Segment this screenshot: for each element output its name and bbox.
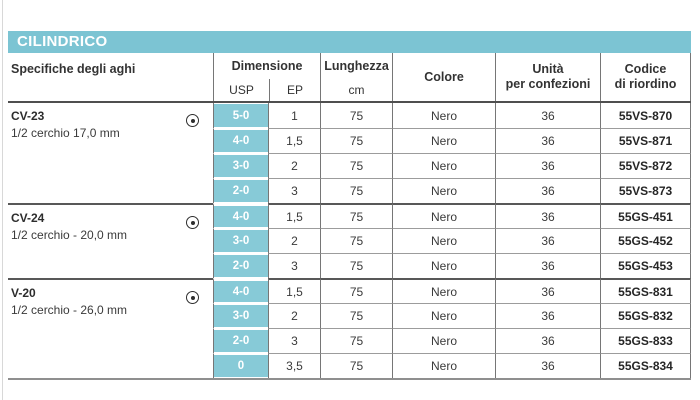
unita-cell: 36 bbox=[495, 203, 600, 228]
needle-spec-cell bbox=[8, 203, 213, 278]
needle-model: CV-24 bbox=[11, 211, 45, 225]
header-unita-line2: per confezioni bbox=[505, 77, 591, 91]
lunghezza-cell: 75 bbox=[320, 228, 392, 253]
unita-cell: 36 bbox=[495, 228, 600, 253]
table-row bbox=[213, 203, 691, 228]
header-codice-line1: Codice bbox=[624, 62, 667, 76]
colore-cell: Nero bbox=[392, 228, 495, 253]
codice-cell: 55VS-873 bbox=[600, 178, 691, 203]
codice-cell: 55GS-834 bbox=[600, 353, 691, 378]
unita-cell: 36 bbox=[495, 178, 600, 203]
usp-size-badge: 2-0 bbox=[214, 330, 268, 352]
colore-cell: Nero bbox=[392, 128, 495, 153]
unita-cell: 36 bbox=[495, 153, 600, 178]
lunghezza-cell: 75 bbox=[320, 278, 392, 303]
lunghezza-cell: 75 bbox=[320, 353, 392, 378]
unita-cell: 36 bbox=[495, 303, 600, 328]
header-lunghezza: Lunghezza bbox=[324, 59, 389, 73]
usp-cell bbox=[213, 128, 268, 153]
group-rows bbox=[213, 203, 691, 278]
ep-cell: 2 bbox=[268, 228, 320, 253]
table-row bbox=[213, 278, 691, 303]
usp-cell bbox=[213, 178, 268, 203]
page-edge-line bbox=[2, 0, 3, 400]
unita-cell: 36 bbox=[495, 278, 600, 303]
codice-cell: 55GS-831 bbox=[600, 278, 691, 303]
colore-cell: Nero bbox=[392, 353, 495, 378]
colore-cell: Nero bbox=[392, 278, 495, 303]
table-row bbox=[213, 303, 691, 328]
header-unita-line1: Unità bbox=[532, 62, 564, 76]
colore-cell: Nero bbox=[392, 178, 495, 203]
usp-cell bbox=[213, 153, 268, 178]
lunghezza-cell: 75 bbox=[320, 303, 392, 328]
header-unita bbox=[495, 53, 600, 101]
header-usp: USP bbox=[229, 83, 254, 97]
unita-cell: 36 bbox=[495, 253, 600, 278]
ep-cell: 1,5 bbox=[268, 128, 320, 153]
needle-model: V-20 bbox=[11, 286, 36, 300]
needle-table-sheet bbox=[8, 31, 691, 380]
group-rows bbox=[213, 103, 691, 203]
needle-group bbox=[8, 103, 691, 203]
header-codice bbox=[600, 53, 691, 101]
header-dimensione: Dimensione bbox=[231, 59, 303, 73]
needle-group bbox=[8, 278, 691, 378]
usp-cell bbox=[213, 253, 268, 278]
ep-cell: 3 bbox=[268, 178, 320, 203]
table-row bbox=[213, 328, 691, 353]
codice-cell: 55GS-832 bbox=[600, 303, 691, 328]
ep-cell: 1,5 bbox=[268, 203, 320, 228]
usp-size-badge: 2-0 bbox=[214, 255, 268, 277]
needle-description: 1/2 cerchio - 26,0 mm bbox=[11, 303, 128, 317]
lunghezza-cell: 75 bbox=[320, 253, 392, 278]
table-body bbox=[8, 103, 691, 380]
needle-model: CV-23 bbox=[11, 109, 45, 123]
ep-cell: 1 bbox=[268, 103, 320, 128]
codice-cell: 55GS-452 bbox=[600, 228, 691, 253]
group-rows bbox=[213, 278, 691, 378]
table-row bbox=[213, 153, 691, 178]
usp-size-badge: 2-0 bbox=[214, 180, 268, 202]
header-colore: Colore bbox=[392, 53, 495, 101]
ep-cell: 3 bbox=[268, 328, 320, 353]
header-dimensione-sub bbox=[214, 79, 320, 101]
colore-cell: Nero bbox=[392, 153, 495, 178]
needle-description: 1/2 cerchio 17,0 mm bbox=[11, 126, 120, 140]
table-header bbox=[8, 53, 691, 103]
needle-spec-cell bbox=[8, 103, 213, 203]
lunghezza-cell: 75 bbox=[320, 178, 392, 203]
needle-cross-section-icon bbox=[186, 114, 199, 127]
usp-size-badge: 3-0 bbox=[214, 230, 268, 252]
header-specifiche: Specifiche degli aghi bbox=[11, 62, 136, 76]
ep-cell: 1,5 bbox=[268, 278, 320, 303]
needle-description: 1/2 cerchio - 20,0 mm bbox=[11, 228, 128, 242]
usp-size-badge: 4-0 bbox=[214, 130, 268, 152]
usp-cell bbox=[213, 228, 268, 253]
needle-group bbox=[8, 203, 691, 278]
usp-cell bbox=[213, 353, 268, 378]
usp-size-badge: 0 bbox=[214, 355, 268, 377]
table-row bbox=[213, 228, 691, 253]
usp-size-badge: 4-0 bbox=[214, 206, 268, 227]
ep-cell: 2 bbox=[268, 153, 320, 178]
usp-cell bbox=[213, 103, 268, 128]
codice-cell: 55VS-871 bbox=[600, 128, 691, 153]
colore-cell: Nero bbox=[392, 203, 495, 228]
unita-cell: 36 bbox=[495, 353, 600, 378]
usp-size-badge: 4-0 bbox=[214, 281, 268, 302]
header-lunghezza-unit: cm bbox=[348, 83, 365, 97]
unita-cell: 36 bbox=[495, 103, 600, 128]
usp-cell bbox=[213, 303, 268, 328]
usp-cell bbox=[213, 328, 268, 353]
unita-cell: 36 bbox=[495, 128, 600, 153]
header-ep: EP bbox=[269, 79, 320, 101]
codice-cell: 55VS-870 bbox=[600, 103, 691, 128]
lunghezza-cell: 75 bbox=[320, 128, 392, 153]
ep-cell: 3 bbox=[268, 253, 320, 278]
codice-cell: 55GS-453 bbox=[600, 253, 691, 278]
ep-cell: 2 bbox=[268, 303, 320, 328]
colore-cell: Nero bbox=[392, 328, 495, 353]
ep-cell: 3,5 bbox=[268, 353, 320, 378]
needle-spec-cell bbox=[8, 278, 213, 378]
colore-cell: Nero bbox=[392, 253, 495, 278]
header-dimensione-group bbox=[213, 53, 320, 101]
header-codice-line2: di riordino bbox=[614, 77, 677, 91]
table-row bbox=[213, 353, 691, 378]
lunghezza-cell: 75 bbox=[320, 153, 392, 178]
table-row bbox=[213, 103, 691, 128]
colore-cell: Nero bbox=[392, 303, 495, 328]
needle-cross-section-icon bbox=[186, 291, 199, 304]
lunghezza-cell: 75 bbox=[320, 328, 392, 353]
usp-size-badge: 3-0 bbox=[214, 155, 268, 177]
codice-cell: 55GS-451 bbox=[600, 203, 691, 228]
codice-cell: 55VS-872 bbox=[600, 153, 691, 178]
usp-size-badge: 5-0 bbox=[214, 104, 268, 127]
usp-cell bbox=[213, 203, 268, 228]
table-row bbox=[213, 128, 691, 153]
section-title: CILINDRICO bbox=[17, 33, 108, 50]
codice-cell: 55GS-833 bbox=[600, 328, 691, 353]
table-row bbox=[213, 253, 691, 278]
table-row bbox=[213, 178, 691, 203]
header-lunghezza-group bbox=[320, 53, 392, 101]
usp-size-badge: 3-0 bbox=[214, 305, 268, 327]
unita-cell: 36 bbox=[495, 328, 600, 353]
lunghezza-cell: 75 bbox=[320, 103, 392, 128]
needle-cross-section-icon bbox=[186, 216, 199, 229]
colore-cell: Nero bbox=[392, 103, 495, 128]
section-title-bar bbox=[8, 31, 691, 53]
usp-cell bbox=[213, 278, 268, 303]
lunghezza-cell: 75 bbox=[320, 203, 392, 228]
